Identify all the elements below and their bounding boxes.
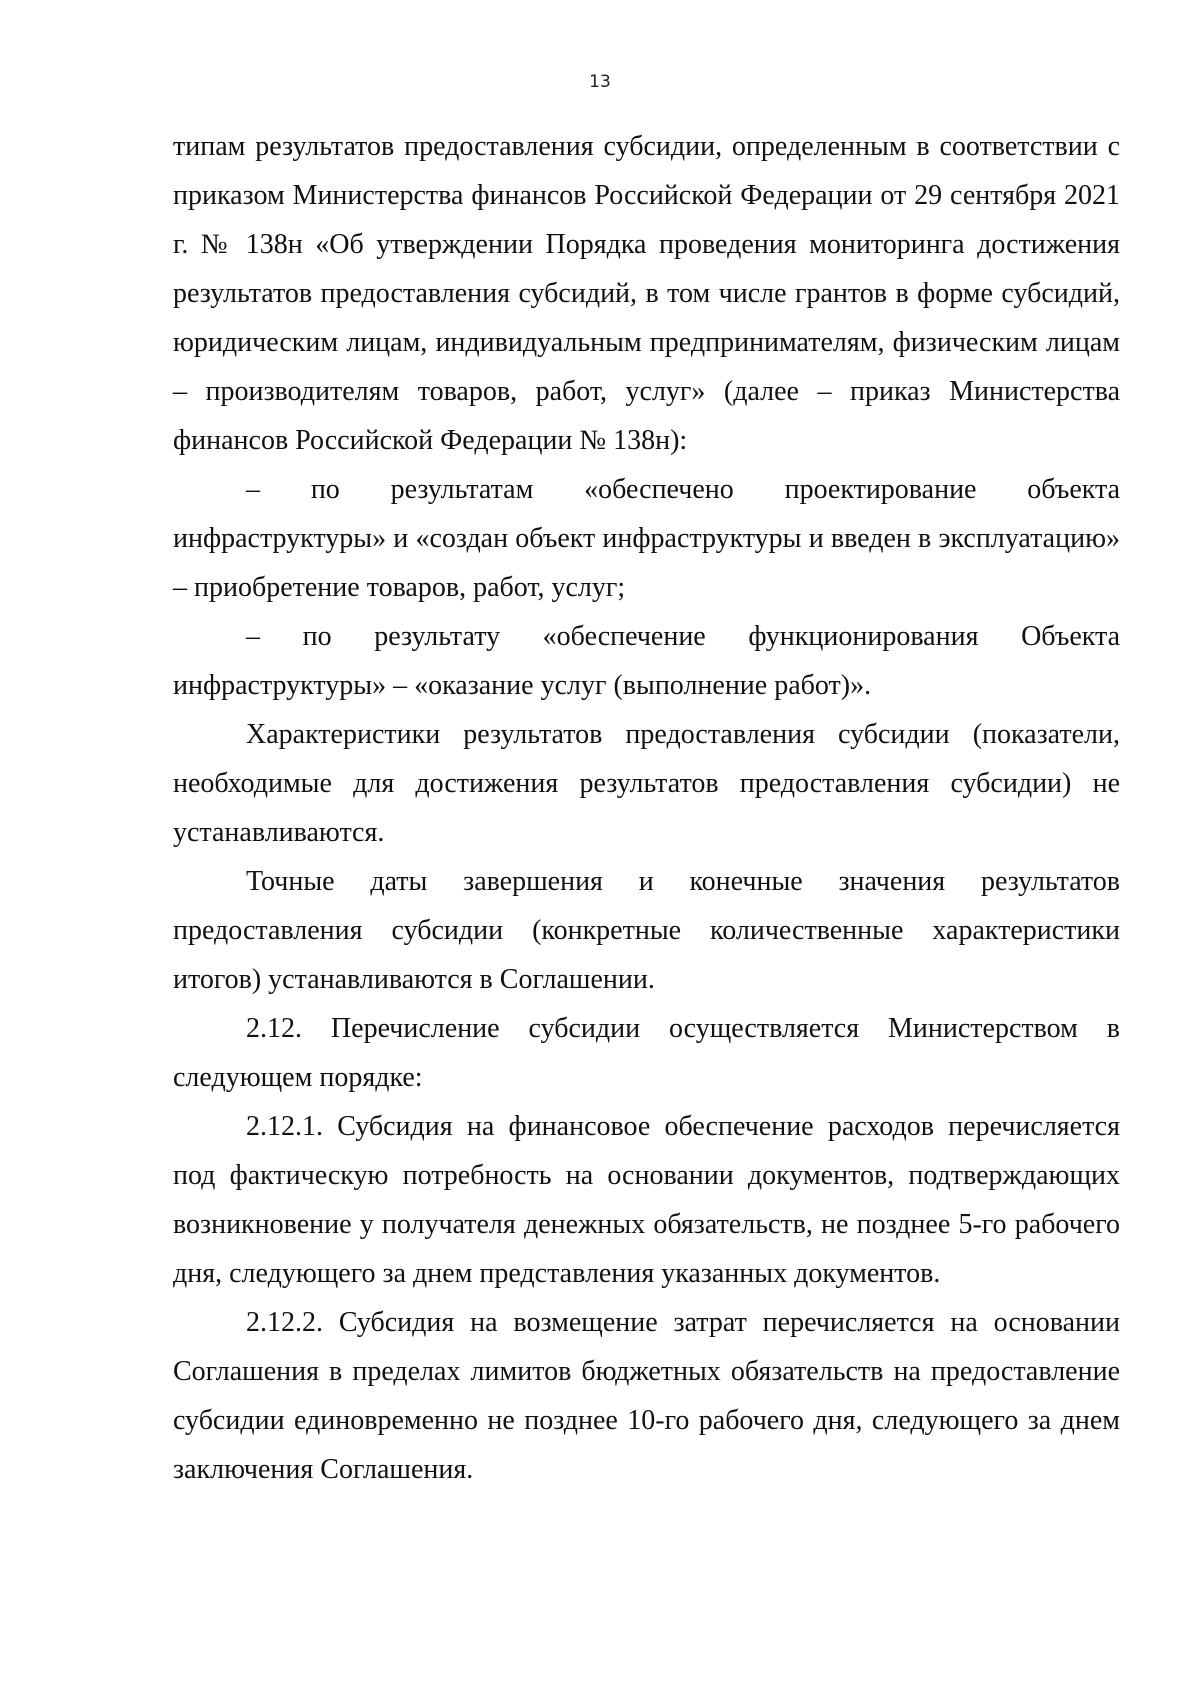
paragraph-section-2-12-2: 2.12.2. Субсидия на возмещение затрат перечисляется на основании Соглашения в пределах лимитов бюджетных обязательств на предоставление субсидии единовременно не позднее 10-го рабочего дня, следующего за днем заключения Соглашения. [173, 1307, 1120, 1485]
paragraph-list-item-1: – по результатам «обеспечено проектирование объекта инфраструктуры» и «создан объект инфраструктуры и введен в эксплуатацию» – приобретение товаров, работ, услуг; [173, 474, 1120, 603]
paragraph-section-2-12-1: 2.12.1. Субсидия на финансовое обеспечение расходов перечисляется под фактическую потребность на основании документов, подтверждающих возникновение у получателя денежных обязательств, не позднее 5-го рабочего дня, следующего за днем представления указанных документов. [173, 1111, 1120, 1289]
document-body [173, 122, 1120, 1494]
paragraph-list-item-2: – по результату «обеспечение функционирования Объекта инфраструктуры» – «оказание услуг (выполнение работ)». [173, 621, 1120, 701]
paragraph-continuation: типам результатов предоставления субсидии, определенным в соответствии с приказом Министерства финансов Российской Федерации от 29 сентября 2021 г. № 138н «Об утверждении Порядка проведения мониторинга достижения результатов предоставления субсидий, в том числе грантов в форме субсидий, юридическим лицам, индивидуальным предпринимателям, физическим лицам – производителям товаров, работ, услуг» (далее – приказ Министерства финансов Российской Федерации № 138н): [173, 131, 1120, 456]
paragraph-exact-dates: Точные даты завершения и конечные значения результатов предоставления субсидии (конкретные количественные характеристики итогов) устанавливаются в Соглашении. [173, 866, 1120, 995]
page-number: 13 [589, 72, 611, 92]
paragraph-characteristics: Характеристики результатов предоставления субсидии (показатели, необходимые для достижения результатов предоставления субсидии) не устанавливаются. [173, 719, 1120, 848]
paragraph-section-2-12: 2.12. Перечисление субсидии осуществляется Министерством в следующем порядке: [173, 1013, 1120, 1093]
